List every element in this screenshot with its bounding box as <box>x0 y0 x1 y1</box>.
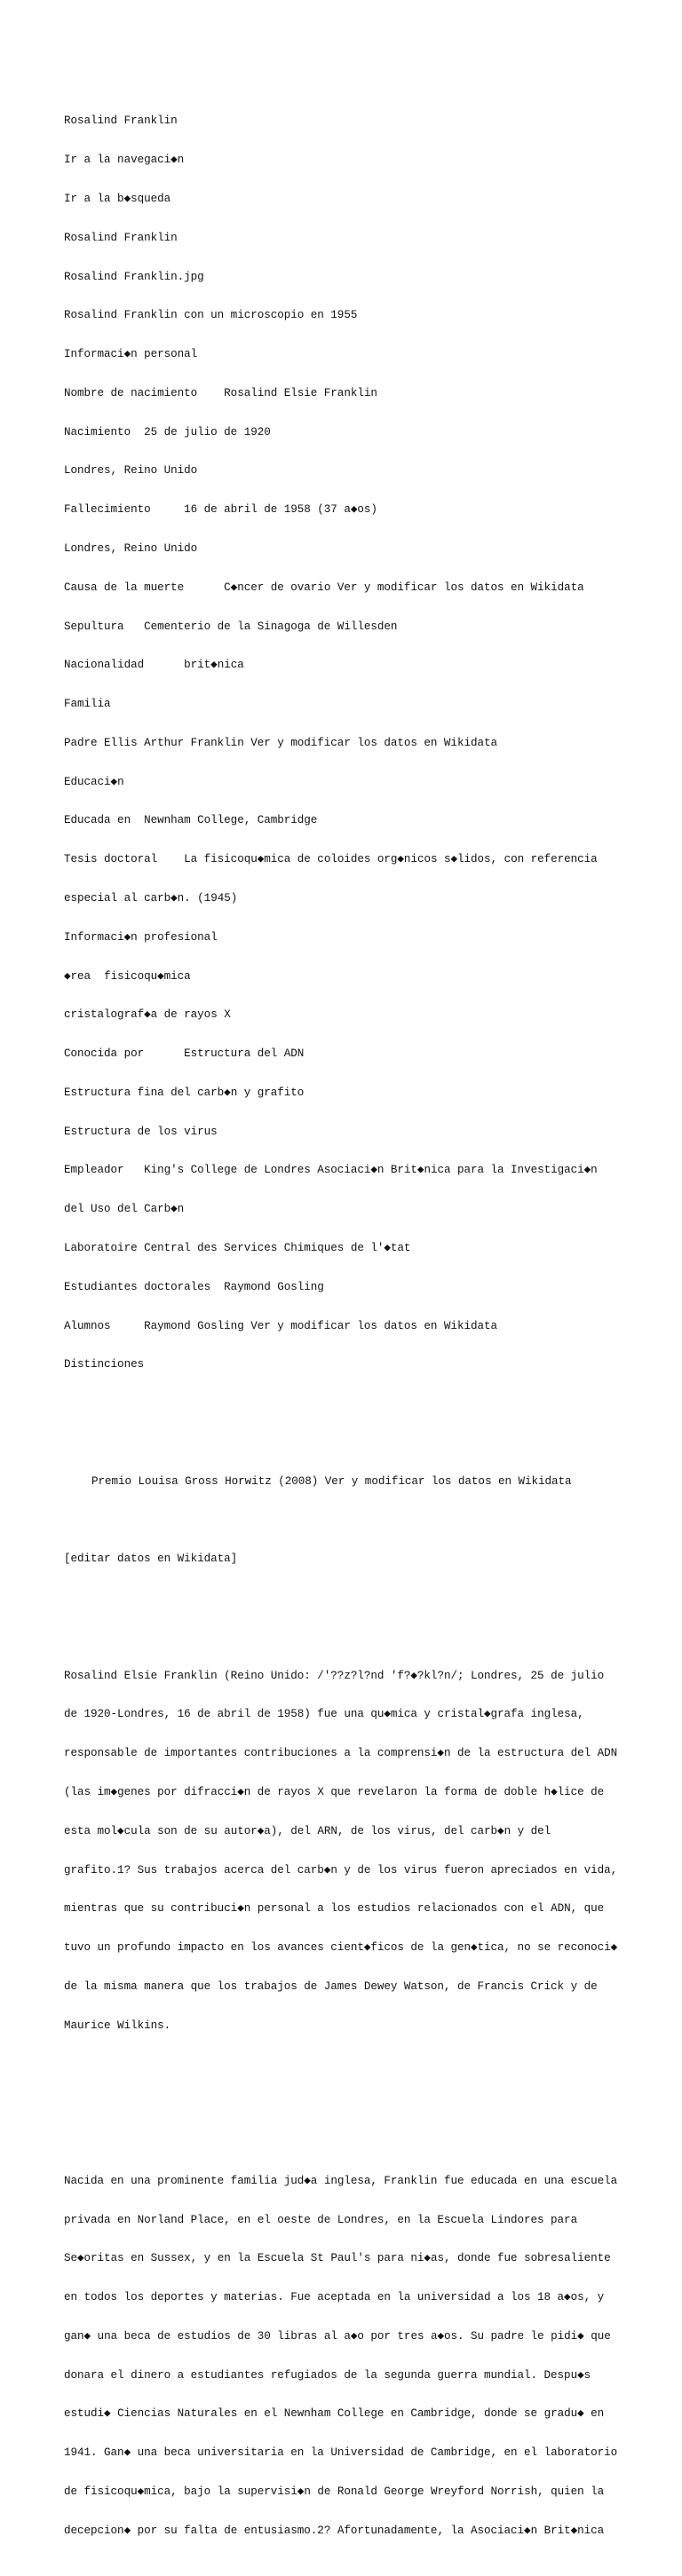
text-line: Educada en Newnham College, Cambridge <box>64 814 318 827</box>
text-line: Maurice Wilkins. <box>64 2019 171 2032</box>
text-line: Nombre de nacimiento Rosalind Elsie Franklin <box>64 386 377 399</box>
text-line: Nacionalidad brit◆nica <box>64 659 244 672</box>
text-line: Tesis doctoral La fisicoqu◆mica de coloides org◆nicos s◆lidos, con referencia <box>64 853 598 866</box>
text-line: Educaci◆n <box>64 775 124 788</box>
text-line: decepcion◆ por su falta de entusiasmo.2? Afortunadamente, la Asociaci◆n Brit◆nica <box>64 2524 605 2537</box>
text-line: Causa de la muerte C◆ncer de ovario Ver y modificar los datos en Wikidata <box>64 581 584 594</box>
text-line: Rosalind Elsie Franklin (Reino Unido: /'??z?l?nd 'f?◆?kl?n/; Londres, 25 de julio <box>64 1669 605 1682</box>
infobox-lines <box>64 89 668 1397</box>
text-line: esta mol◆cula son de su autor◆a), del ARN, de los virus, del carb◆n y del <box>64 1824 551 1837</box>
text-line: Londres, Reino Unido <box>64 464 198 478</box>
text-line: 1941. Gan◆ una beca universitaria en la Universidad de Cambridge, en el laboratorio <box>64 2446 618 2460</box>
text-line: donara el dinero a estudiantes refugiados de la segunda guerra mundial. Despu◆s <box>64 2368 591 2382</box>
text-line: Estructura de los virus <box>64 1125 218 1138</box>
edit-wikidata-link[interactable]: [editar datos en Wikidata] <box>64 1553 238 1566</box>
spacer <box>64 2097 668 2110</box>
document-page <box>64 63 668 2576</box>
text-line: Laboratoire Central des Services Chimiques de l'◆tat <box>64 1242 411 1255</box>
text-line: gan◆ una beca de estudios de 30 libras al a◆o por tres a◆os. Su padre le pidi◆ que <box>64 2329 611 2343</box>
text-line: tuvo un profundo impacto en los avances cient◆ficos de la gen◆tica, no se reconoci◆ <box>64 1941 618 1955</box>
text-line: Nacimiento 25 de julio de 1920 <box>64 425 271 439</box>
text-line: de 1920-Londres, 16 de abril de 1958) fue una qu◆mica y cristal◆grafa inglesa, <box>64 1708 584 1721</box>
text-line: mientras que su contribuci◆n personal a los estudios relacionados con el ADN, que <box>64 1902 605 1916</box>
text-line: estudi◆ Ciencias Naturales en el Newnham College en Cambridge, donde se gradu◆ en <box>64 2407 605 2421</box>
text-line: Familia <box>64 698 111 711</box>
text-line: Nacida en una prominente familia jud◆a inglesa, Franklin fue educada en una escuela <box>64 2174 618 2187</box>
text-line: Alumnos Raymond Gosling Ver y modificar los datos en Wikidata <box>64 1319 497 1332</box>
text-line: de fisicoqu◆mica, bajo la supervisi◆n de Ronald George Wreyford Norrish, quien la <box>64 2485 605 2499</box>
spacer <box>64 1514 668 1528</box>
text-line: de la misma manera que los trabajos de James Dewey Watson, de Francis Crick y de <box>64 1979 598 1993</box>
text-line: Padre Ellis Arthur Franklin Ver y modificar los datos en Wikidata <box>64 736 497 749</box>
text-line: especial al carb◆n. (1945) <box>64 892 238 905</box>
text-line: Rosalind Franklin con un microscopio en 1955 <box>64 309 358 322</box>
text-line: Rosalind Franklin <box>64 231 178 244</box>
text-line: Ir a la navegaci◆n <box>64 154 185 167</box>
text-line: Rosalind Franklin.jpg <box>64 270 204 283</box>
text-line: Estudiantes doctorales Raymond Gosling <box>64 1280 324 1293</box>
text-line: Rosalind Franklin <box>64 115 178 128</box>
text-line: del Uso del Carb◆n <box>64 1203 185 1216</box>
text-line: cristalograf◆a de rayos X <box>64 1008 231 1022</box>
spacer <box>64 1436 668 1450</box>
text-line: Informaci◆n profesional <box>64 930 218 944</box>
text-line: Conocida por Estructura del ADN <box>64 1047 305 1061</box>
text-line: en todos los deportes y materias. Fue aceptada en la universidad a los 18 a◆os, y <box>64 2291 605 2304</box>
text-line: Londres, Reino Unido <box>64 541 198 555</box>
text-line: privada en Norland Place, en el oeste de Londres, en la Escuela Lindores para <box>64 2213 578 2226</box>
text-line: Distinciones <box>64 1358 145 1371</box>
text-line: Sepultura Cementerio de la Sinagoga de Willesden <box>64 620 398 633</box>
text-line: Estructura fina del carb◆n y grafito <box>64 1086 305 1099</box>
text-line: grafito.1? Sus trabajos acerca del carb◆n y de los virus fueron apreciados en vida, <box>64 1863 618 1877</box>
award-line: Premio Louisa Gross Horwitz (2008) Ver y modificar los datos en Wikidata <box>91 1474 572 1488</box>
text-line: Empleador King's College de Londres Asociaci◆n Brit◆nica para la Investigaci◆n <box>64 1164 598 1177</box>
text-line: Ir a la b◆squeda <box>64 192 171 205</box>
intro-paragraph <box>64 1643 668 2058</box>
text-line: Informaci◆n personal <box>64 348 198 361</box>
text-line: Se◆oritas en Sussex, y en la Escuela St Paul's para ni◆as, donde fue sobresaliente <box>64 2252 611 2265</box>
text-line: Fallecimiento 16 de abril de 1958 (37 a◆os) <box>64 503 377 517</box>
text-line: responsable de importantes contribuciones a la comprensi◆n de la estructura del ADN <box>64 1747 618 1760</box>
text-line: (las im◆genes por difracci◆n de rayos X que revelaron la forma de doble h◆lice de <box>64 1785 605 1798</box>
text-line: ◆rea fisicoqu◆mica <box>64 969 191 983</box>
biography-paragraph <box>64 2149 668 2564</box>
spacer <box>64 1592 668 1605</box>
